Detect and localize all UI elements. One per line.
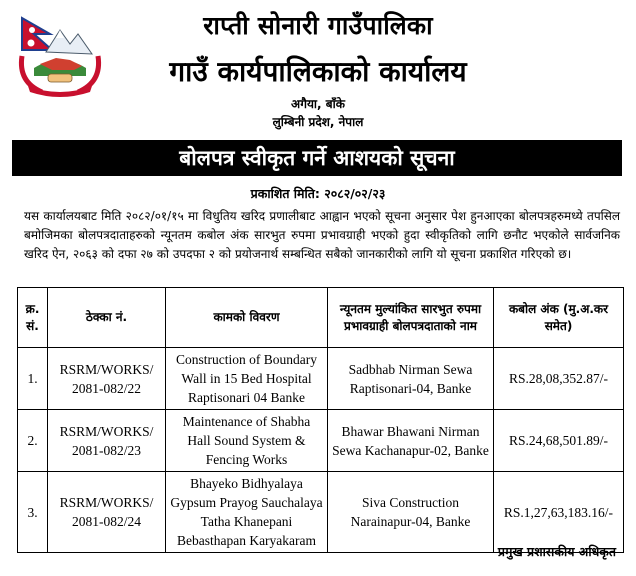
municipality-name: राप्ती सोनारी गाउँपालिका xyxy=(203,11,433,40)
cell-amount: RS.1,27,63,183.16/- xyxy=(494,472,624,553)
cell-sn: 1. xyxy=(18,348,48,410)
cell-bidder: Bhawar Bhawani Nirman Sewa Kachanapur-02, Banke xyxy=(328,410,494,472)
contract-table xyxy=(17,287,624,553)
header-bidder: न्यूनतम मुल्यांकित सारभुत रुपमा प्रभावग्राही बोलपत्रदाताको नाम xyxy=(328,288,494,348)
published-date: प्रकाशित मिति: २०८२/०२/२३ xyxy=(250,186,386,201)
cell-contract-no: RSRM/WORKS/ 2081-082/24 xyxy=(48,472,166,553)
cell-work-description: Construction of Boundary Wall in 15 Bed Hospital Raptisonari 04 Banke xyxy=(166,348,328,410)
table-header-row xyxy=(18,288,624,348)
office-name: गाउँ कार्यपालिकाको कार्यालय xyxy=(169,55,467,88)
header-work-description: कामको विवरण xyxy=(166,288,328,348)
header-sn: क्र. सं. xyxy=(18,288,48,348)
table-row xyxy=(18,348,624,410)
table-row xyxy=(18,472,624,553)
cell-work-description: Bhayeko Bidhyalaya Gypsum Prayog Sauchalaya Tatha Khanepani Bebasthapan Karyakaram xyxy=(166,472,328,553)
cell-bidder: Sadbhab Nirman Sewa Raptisonari-04, Banke xyxy=(328,348,494,410)
header-contract-no: ठेक्का नं. xyxy=(48,288,166,348)
address-line-2: लुम्बिनी प्रदेश, नेपाल xyxy=(272,115,364,129)
cell-contract-no: RSRM/WORKS/ 2081-082/22 xyxy=(48,348,166,410)
cell-contract-no: RSRM/WORKS/ 2081-082/23 xyxy=(48,410,166,472)
header-amount: कबोल अंक (मु.अ.कर समेत) xyxy=(494,288,624,348)
table-row xyxy=(18,410,624,472)
address-line-1: अगैया, बाँके xyxy=(291,97,345,111)
cell-sn: 3. xyxy=(18,472,48,553)
cell-work-description: Maintenance of Shabha Hall Sound System & Fencing Works xyxy=(166,410,328,472)
cell-sn: 2. xyxy=(18,410,48,472)
cell-amount: RS.24,68,501.89/- xyxy=(494,410,624,472)
intro-paragraph: यस कार्यालयबाट मिति २०८२/०१/१५ मा विधुतिय खरिद प्रणालीबाट आह्वान भएको सूचना अनुसार पेश हुनआएका बोलपत्रहरुमध्ये तपसिल बमोजिमका बोलपत्रदाताहरुको न्यूनतम कबोल अंक सारभुत रुपमा प्रभावग्राही भएको हुदा स्वीकृतिको लागि छनौट भएकोले सार्वजनिक खरिद ऐन, २०६३ को दफा २७ को उपदफा २ को प्रयोजनार्थ सम्बन्धित सबैको जानकारीको लागि यो सूचना प्रकाशित गरिएको छ। xyxy=(24,209,620,261)
cell-bidder: Siva Construction Narainapur-04, Banke xyxy=(328,472,494,553)
cell-amount: RS.28,08,352.87/- xyxy=(494,348,624,410)
notice-title-banner: बोलपत्र स्वीकृत गर्ने आशयको सूचना xyxy=(12,140,622,176)
signatory-title: प्रमुख प्रशासकीय अधिकृत xyxy=(497,544,616,559)
